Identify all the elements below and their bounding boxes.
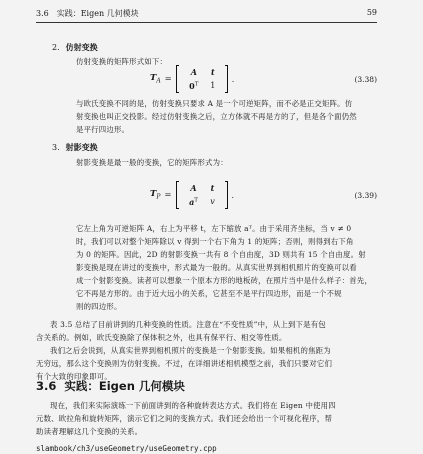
matrix-cell-12: t — [210, 183, 215, 193]
affine-matrix — [176, 65, 228, 93]
text-line: 我们之后会说到，从真实世界到相机照片的变换是一个射影变换。如果相机的焦距为 — [50, 346, 331, 355]
section-number: 3.6 — [36, 379, 57, 393]
section-title: 实践：Eigen 几何模块 — [64, 379, 185, 393]
equation-3-39 — [150, 177, 377, 213]
eq-period: . — [231, 190, 235, 200]
section-intro — [36, 399, 381, 438]
equation-number: (3.39) — [354, 190, 377, 200]
matrix-cell-21: $0^T$ — [189, 81, 199, 91]
text-line: 无穷远，那么这个变换则为仿射变换。不过，在详细讲述相机模型之前，我们只要对它们 — [36, 359, 333, 368]
eq-period: . — [231, 74, 235, 84]
text-line: 成一个射影变换。读者可以想象一个原本方形的地板砖，在照片当中是什么样子：首先， — [76, 276, 373, 285]
text-line: 为 0 的矩阵。因此，2D 的射影变换一共有 8 个自由度，3D 则共有 15 个自由度。射 — [76, 250, 366, 259]
text-line: 时，我们可以对整个矩阵除以 v 得到一个右下角为 1 的矩阵；否则，则得到右下角 — [76, 237, 354, 246]
projective-matrix — [176, 181, 228, 209]
projective-body — [76, 222, 376, 313]
text-line: 是平行四边形。 — [76, 125, 130, 134]
eq-lhs: $T_P$ — [150, 189, 161, 201]
item-title: 射影变换 — [65, 142, 98, 152]
equation-number: (3.38) — [354, 74, 377, 84]
text-line: 含关系的。例如，欧氏变换除了保体积之外，也具有保平行、相交等性质。 — [36, 333, 287, 342]
projective-item-heading — [52, 142, 98, 153]
affine-intro: 仿射变换的矩阵形式如下： — [76, 57, 168, 66]
eq-lhs: $T_A$ — [150, 73, 161, 85]
code-file-path: slambook/ch3/useGeometry/useGeometry.cpp — [36, 444, 217, 453]
matrix-cell-22: 1 — [210, 81, 216, 90]
matrix-cell-22: v — [210, 197, 215, 206]
text-line: 现在，我们来实际演练一下前面讲到的各种旋转表达方式。我们将在 Eigen 中使用四 — [50, 401, 336, 410]
page-number: 59 — [366, 8, 377, 17]
matrix-cell-12: t — [210, 67, 215, 77]
text-line: 射变换也叫正交投影。经过仿射变换之后，立方体就不再是方的了，但是各个面仍然 — [76, 112, 357, 121]
text-line: 它左上角为可逆矩阵 A，右上为平移 t，左下缩放 aᵀ。由于采用齐坐标，当 v ≠ 0 — [76, 224, 352, 233]
text-line: 助读者理解这几个变换的关系。 — [36, 427, 143, 436]
affine-body — [76, 97, 376, 136]
text-line: 与欧氏变换不同的是，仿射变换只要求 A 是一个可逆矩阵，而不必是正交矩阵。仿 — [76, 99, 353, 108]
running-header — [36, 8, 377, 23]
text-line: 影变换是现在讲过的变换中，形式最为一般的。从真实世界到相机照片的变换可以看 — [76, 263, 357, 272]
text-line: 表 3.5 总结了目前讲到的几种变换的性质。注意在“不变性质”中，从上到下是有包 — [50, 320, 326, 329]
chapter-running-title: 3.6 实践：Eigen 几何模块 — [36, 9, 139, 18]
matrix-cell-11: A — [190, 67, 197, 77]
text-line: 则的四边形。 — [76, 302, 122, 311]
item-number: 2. — [52, 43, 60, 52]
matrix-cell-11: A — [190, 183, 197, 193]
equation-3-38 — [150, 61, 377, 97]
text-line: 元数、欧拉角和旋转矩阵，演示它们之间的变换方式。我们还会给出一个可视化程序，帮 — [36, 414, 333, 423]
projective-intro: 射影变换是最一般的变换，它的矩阵形式为： — [76, 158, 228, 167]
section-heading — [36, 378, 185, 394]
text-line: 它不再是方形的。由于近大远小的关系，它甚至不是平行四边形，而是一个不规 — [76, 289, 342, 298]
matrix-cell-21: $a^T$ — [189, 197, 198, 207]
eq-equals: = — [164, 190, 172, 200]
affine-item-heading — [52, 42, 98, 53]
summary-paragraph — [36, 318, 381, 383]
eq-equals: = — [164, 74, 172, 84]
text-line: 有个大致的印象即可。 — [36, 372, 112, 381]
item-title: 仿射变换 — [65, 42, 98, 52]
item-number: 3. — [52, 143, 60, 152]
